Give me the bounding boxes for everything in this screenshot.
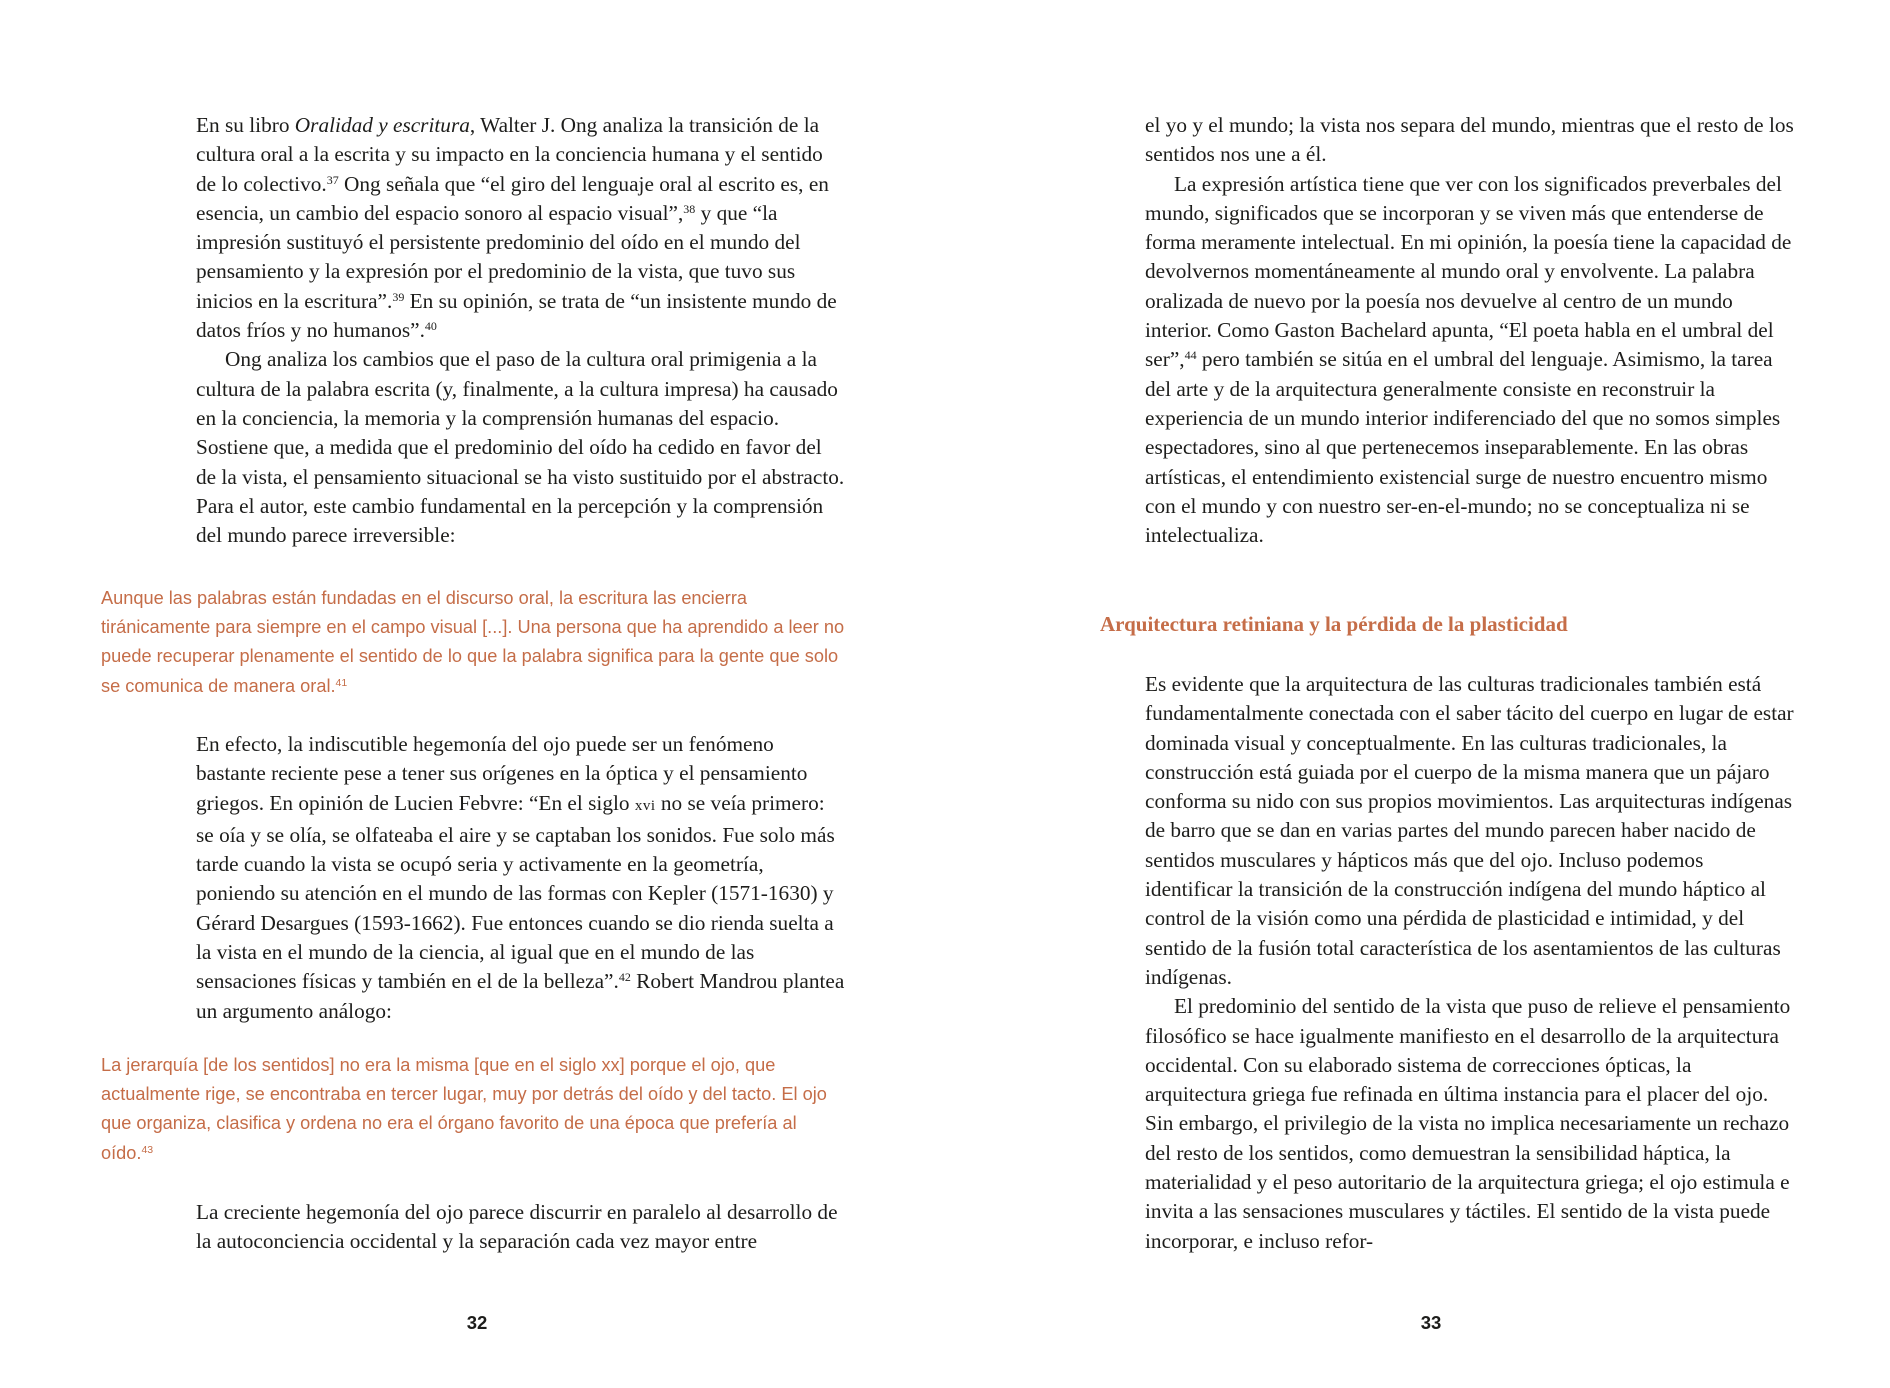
left-paragraph-4 <box>196 1198 846 1257</box>
right-paragraph-1: el yo y el mundo; la vista nos separa del mundo, mientras que el resto de los sentidos nos une a él. <box>1145 113 1794 167</box>
footnote-ref: 37 <box>326 172 339 187</box>
paragraph-text: La creciente hegemonía del ojo parece discurrir en paralelo al desarrollo de la autoconciencia occidental y la separación cada vez mayor entre <box>196 1200 838 1254</box>
footnote-ref: 44 <box>1184 348 1197 363</box>
right-paragraph-3: Es evidente que la arquitectura de las culturas tradicionales también está fundamentalmente conectada con el saber tácito del cuerpo en lugar de estar dominada visual y conceptualmente. En las culturas tradicionales, la construcción está guiada por el cuerpo de la misma manera que un pájaro conforma su nido con sus propios movimientos. Las arquitecturas indígenas de barro que se dan en varias partes del mundo parecen haber nacido de sentidos musculares y hápticos más que del ojo. Incluso podemos identificar la transición de la construcción indígena del mundo háptico al control de la visión como una pérdida de plasticidad e intimidad, y del sentido de la fusión total característica de los asentamientos de las culturas indígenas. <box>1145 672 1794 989</box>
text-run: En su opinión, se trata de “un insistente mundo de datos fríos y no humanos”. <box>196 288 837 343</box>
text-run: En su libro <box>196 113 295 137</box>
text-run: pero también se sitúa en el umbral del lenguaje. Asimismo, la tarea del arte y de la arquitectura generalmente consiste en reconstruir la experiencia de un mundo interior indiferenciado del que no somos simples espectadores, sino al que pertenecemos inseparablemente. En las obras artísticas, el entendimiento existencial surge de nuestro encuentro mismo con el mundo y con nuestro ser-en-el-mundo; no se conceptualiza ni se intelectualiza. <box>1145 347 1781 548</box>
left-paragraph-2: Ong analiza los cambios que el paso de la cultura oral primigenia a la cultura de la palabra escrita (y, finalmente, a la cultura impresa) ha causado en la conciencia, la memoria y la comprensión humanas del espacio. Sostiene que, a medida que el predominio del oído ha cedido en favor del de la vista, el pensamiento situacional se ha visto sustituido por el abstracto. Para el autor, este cambio fundamental en la percepción y la comprensión del mundo parece irreversible: <box>196 347 845 548</box>
right-paragraph-2 <box>1145 170 1795 551</box>
right-text-top <box>1145 111 1795 550</box>
roman-numeral: xvi <box>634 797 656 814</box>
page-number: 33 <box>1420 1312 1442 1333</box>
left-paragraph-1 <box>196 111 846 550</box>
footnote-ref: 41 <box>335 676 348 689</box>
footnote-ref: 38 <box>683 201 696 216</box>
left-paragraph-3 <box>196 730 846 1026</box>
right-text-bottom <box>1145 670 1795 1256</box>
text-run: , Walter J. Ong analiza la transición de la cultura oral a la escrita y su impacto en la conciencia humana y el sentido de lo colectivo. <box>196 113 823 196</box>
text-run: y que “la impresión sustituyó el persistente predominio del oído en el mundo del pensamiento y la expresión por el predominio de la vista, que tuvo sus inicios en la escritura”. <box>196 200 801 313</box>
page-number: 32 <box>466 1312 488 1333</box>
text-run: no se veía primero: se oía y se olía, se olfateaba el aire y se captaban los sonidos. Fue solo más tarde cuando la vista se ocupó seria y activamente en la geometría, poniendo su atención en el mundo de las formas con Kepler (1571-1630) y Gérard Desargues (1593-1662). Fue entonces cuando se dio rienda suelta a la vista en el mundo de la ciencia, al igual que en el mundo de las sensaciones físicas y también en el de la belleza”. <box>196 790 835 994</box>
text-run: Robert Mandrou plantea un argumento análogo: <box>196 969 845 1023</box>
section-heading: Arquitectura retiniana y la pérdida de la plasticidad <box>1100 612 1568 636</box>
block-quote-1 <box>101 584 846 701</box>
footnote-ref: 43 <box>141 1143 154 1156</box>
block-quote-2 <box>101 1051 846 1168</box>
footnote-ref: 39 <box>392 289 405 304</box>
footnote-ref: 42 <box>618 970 631 985</box>
quote-text: La jerarquía [de los sentidos] no era la misma [que en el siglo xx] porque el ojo, que actualmente rige, se encontraba en tercer lugar, muy por detrás del oído y del tacto. El ojo que organiza, clasifica y ordena no era el órgano favorito de una época que prefería al oído. <box>101 1055 827 1163</box>
text-run: Ong señala que “el giro del lenguaje oral al escrito es, en esencia, un cambio del espacio sonoro al espacio visual”, <box>196 171 829 225</box>
right-page <box>945 0 1890 1388</box>
right-paragraph-4: El predominio del sentido de la vista que puso de relieve el pensamiento filosófico se hace igualmente manifiesto en el desarrollo de la arquitectura occidental. Con su elaborado sistema de correcciones ópticas, la arquitectura griega fue refinada en última instancia para el placer del ojo. Sin embargo, el privilegio de la vista no implica necesariamente un rechazo del resto de los sentidos, como demuestran la sensibilidad háptica, la materialidad y el peso autoritario de la arquitectura griega; el ojo estimula e invita a las sensaciones musculares y táctiles. El sentido de la vista puede incorporar, e incluso refor- <box>1145 994 1791 1253</box>
footnote-ref: 40 <box>424 319 437 334</box>
text-run: En efecto, la indiscutible hegemonía del ojo puede ser un fenómeno bastante reciente pese a tener sus orígenes en la óptica y el pensamiento griegos. En opinión de Lucien Febvre: “En el siglo <box>196 732 808 815</box>
quote-text: Aunque las palabras están fundadas en el discurso oral, la escritura las encierra tiránicamente para siempre en el campo visual [...]. Una persona que ha aprendido a leer no puede recuperar plenamente el sentido de lo que la palabra significa para la gente que solo se comunica de manera oral. <box>101 588 845 696</box>
book-title: Oralidad y escritura <box>294 113 470 137</box>
text-run: La expresión artística tiene que ver con los significados preverbales del mundo, significados que se incorporan y se viven más que entenderse de forma meramente intelectual. En mi opinión, la poesía tiene la capacidad de devolvernos momentáneamente al mundo oral y envolvente. La palabra oralizada de nuevo por la poesía nos devuelve al centro de un mundo interior. Como Gaston Bachelard apunta, “El poeta habla en el umbral del ser”, <box>1145 171 1792 372</box>
